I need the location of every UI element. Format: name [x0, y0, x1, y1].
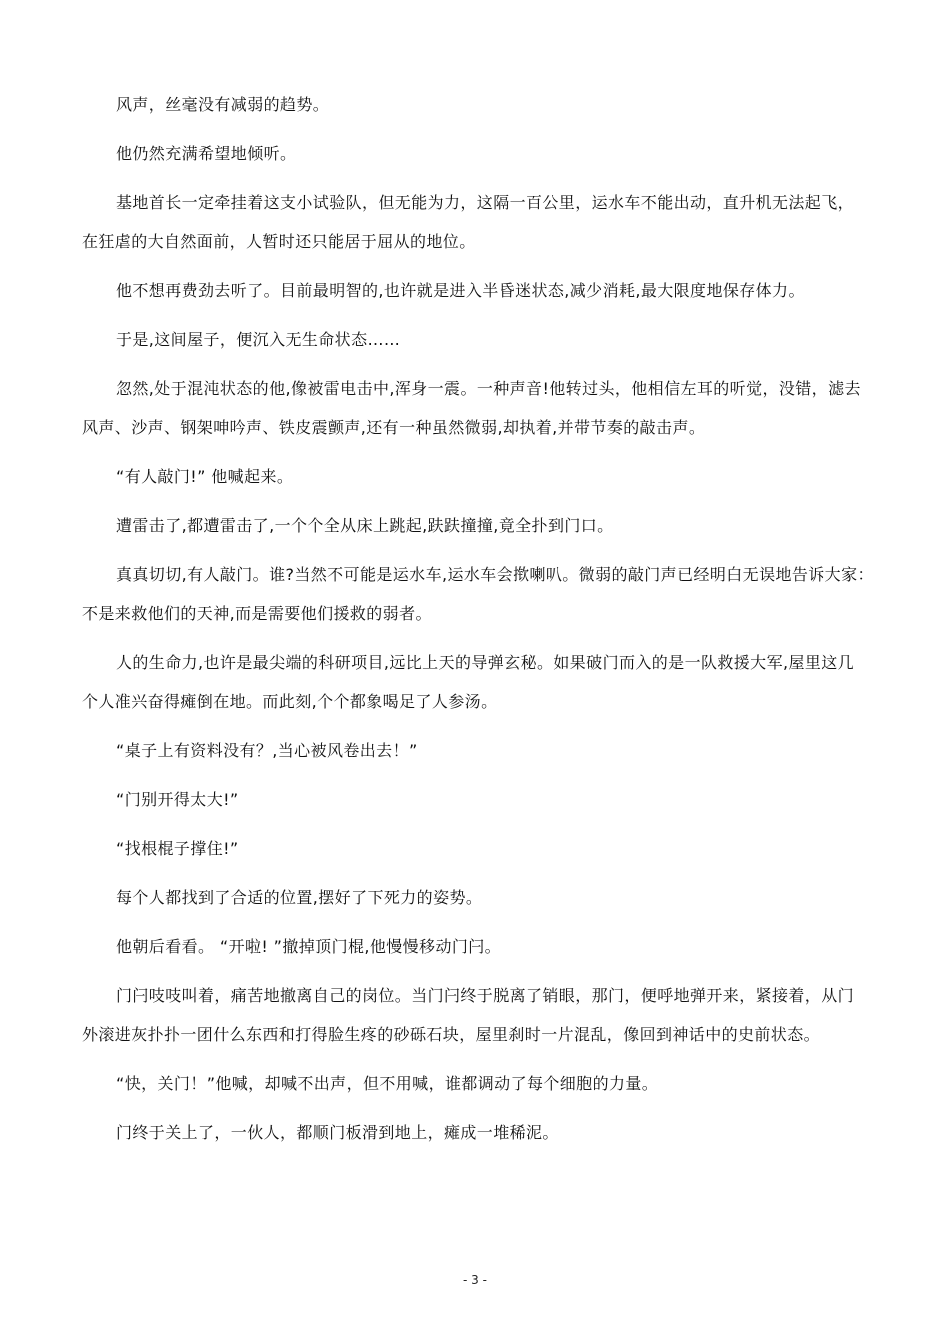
paragraph-continuation-line: 个人准兴奋得瘫倒在地。而此刻,个个都象喝足了人参汤。 [82, 692, 498, 711]
page-number: - 3 - [463, 1273, 487, 1287]
paragraph-first-line: “快，关门！”他喊，却喊不出声，但不用喊，谁都调动了每个细胞的力量。 [116, 1074, 659, 1093]
paragraph-first-line: “有人敲门!” 他喊起来。 [116, 467, 294, 486]
paragraph-first-line: 人的生命力,也许是最尖端的科研项目,远比上天的导弹玄秘。如果破门而入的是一队救援大军,屋里这几 [116, 653, 855, 672]
paragraph-first-line: “找根棍子撑住!” [116, 839, 239, 858]
paragraph-first-line: 每个人都找到了合适的位置,摆好了下死力的姿势。 [116, 888, 483, 907]
paragraph-first-line: 于是,这间屋子，便沉入无生命状态…… [116, 330, 401, 349]
paragraph-first-line: 风声，丝毫没有减弱的趋势。 [116, 95, 330, 114]
paragraph-first-line: 真真切切,有人敲门。谁?当然不可能是运水车,运水车会揿喇叭。微弱的敲门声已经明白无误地告诉大家： [116, 565, 874, 584]
paragraph-first-line: 他仍然充满希望地倾听。 [116, 144, 297, 163]
paragraph-first-line: 他朝后看看。 “开啦! ”撤掉顶门棍,他慢慢移动门闩。 [116, 937, 502, 956]
paragraph-first-line: 他不想再费劲去听了。目前最明智的,也许就是进入半昏迷状态,减少消耗,最大限度地保存体力。 [116, 281, 805, 300]
paragraph-first-line: 忽然,处于混沌状态的他,像被雷电击中,浑身一震。一种声音!他转过头，他相信左耳的听觉，没错，滤去 [116, 379, 861, 398]
paragraph-first-line: 遭雷击了,都遭雷击了,一个个全从床上跳起,趺趺撞撞,竟全扑到门口。 [116, 516, 614, 535]
paragraph-continuation-line: 不是来救他们的天神,而是需要他们援救的弱者。 [82, 604, 432, 623]
paragraph-first-line: 门闩吱吱叫着，痛苦地撤离自己的岗位。当门闩终于脱离了销眼，那门，便呼地弹开来，紧接着，从门 [116, 986, 855, 1005]
paragraph-first-line: “桌子上有资料没有？,当心被风卷出去！” [116, 741, 418, 760]
paragraph-continuation-line: 风声、沙声、钢架呻吟声、铁皮震颤声,还有一种虽然微弱,却执着,并带节奏的敲击声。 [82, 418, 706, 437]
paragraph-first-line: 门终于关上了，一伙人，都顺门板滑到地上，瘫成一堆稀泥。 [116, 1123, 559, 1142]
paragraph-first-line: 基地首长一定牵挂着这支小试验队，但无能为力，这隔一百公里，运水车不能出动，直升机无法起飞， [116, 193, 855, 212]
paragraph-continuation-line: 外滚进灰扑扑一团什么东西和打得脸生疼的砂砾石块，屋里刹时一片混乱，像回到神话中的史前状态。 [82, 1025, 821, 1044]
paragraph-first-line: “门别开得太大!” [116, 790, 239, 809]
paragraph-continuation-line: 在狂虐的大自然面前，人暂时还只能居于屈从的地位。 [82, 232, 476, 251]
